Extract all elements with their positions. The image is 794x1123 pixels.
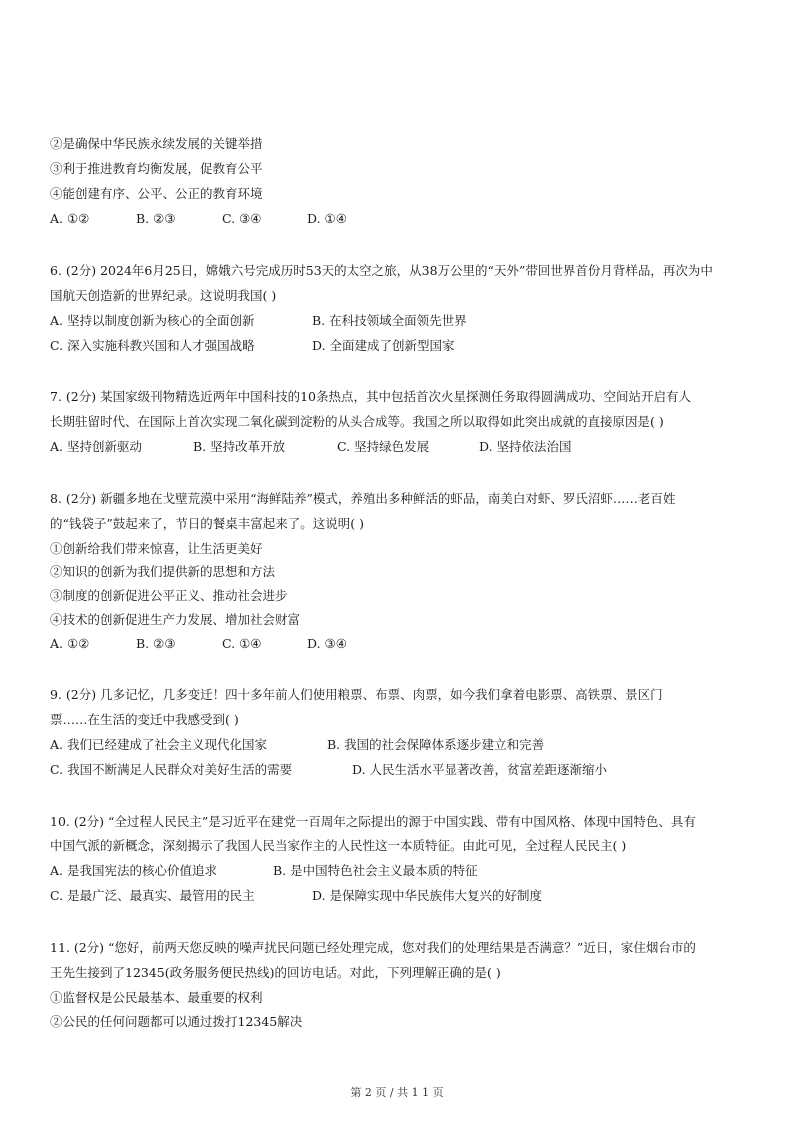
q10-option-a: A. 是我国宪法的核心价值追求 (50, 863, 217, 878)
q11-statement-2: ②公民的任何问题都可以通过拨打12345解决 (50, 1014, 303, 1029)
q5-option-c: C. ③④ (222, 211, 262, 226)
q8-statement-1: ①创新给我们带来惊喜，让生活更美好 (50, 541, 263, 556)
q6-option-c: C. 深入实施科教兴国和人才强国战略 (50, 338, 255, 353)
q8-option-b: B. ②③ (136, 636, 176, 651)
q8-statement-3: ③制度的创新促进公平正义、推动社会进步 (50, 588, 288, 603)
q5-statement-3: ③利于推进教育均衡发展，促教育公平 (50, 161, 263, 176)
q8-statement-2: ②知识的创新为我们提供新的思想和方法 (50, 564, 276, 579)
q7-option-a: A. 坚持创新驱动 (50, 439, 142, 454)
q7-option-d: D. 坚持依法治国 (479, 439, 572, 454)
q5-statement-2: ②是确保中华民族永续发展的关键举措 (50, 136, 263, 151)
q6-stem-line-2: 国航天创造新的世界纪录。这说明我国( ) (50, 288, 277, 303)
q7-option-c: C. 坚持绿色发展 (337, 439, 430, 454)
q5-statement-4: ④能创建有序、公平、公正的教育环境 (50, 186, 263, 201)
q5-option-b: B. ②③ (136, 211, 176, 226)
q9-stem-line-1: 9. (2分) 几多记忆，几多变迁！四十多年前人们使用粮票、布票、肉票，如今我们拿着电影票、高铁票、景区门 (50, 687, 663, 702)
q6-option-d: D. 全面建成了创新型国家 (312, 338, 455, 353)
q5-option-a: A. ①② (50, 211, 90, 226)
q9-option-b: B. 我国的社会保障体系逐步建立和完善 (327, 737, 545, 752)
q7-option-b: B. 坚持改革开放 (193, 439, 286, 454)
q8-stem-line-2: 的“钱袋子”鼓起来了，节日的餐桌丰富起来了。这说明( ) (50, 516, 365, 531)
q11-stem-line-1: 11. (2分) “您好，前两天您反映的噪声扰民问题已经处理完成，您对我们的处理结果是否满意？”近日，家住烟台市的 (50, 940, 696, 955)
q10-option-d: D. 是保障实现中华民族伟大复兴的好制度 (312, 888, 543, 903)
q6-stem-line-1: 6. (2分) 2024年6月25日，嫦娥六号完成历时53天的太空之旅，从38万公里的“天外”带回世界首份月背样品，再次为中 (50, 263, 713, 278)
q7-stem-line-2: 长期驻留时代、在国际上首次实现二氧化碳到淀粉的从头合成等。我国之所以取得如此突出成就的直接原因是( ) (50, 414, 664, 429)
q9-option-a: A. 我们已经建成了社会主义现代化国家 (50, 737, 267, 752)
q8-option-c: C. ①④ (222, 636, 262, 651)
q11-stem-line-2: 王先生接到了12345(政务服务便民热线)的回访电话。对此，下列理解正确的是( ) (50, 965, 501, 980)
q10-option-c: C. 是最广泛、最真实、最管用的民主 (50, 888, 255, 903)
q10-option-b: B. 是中国特色社会主义最本质的特征 (273, 863, 478, 878)
q8-stem-line-1: 8. (2分) 新疆多地在戈壁荒漠中采用“海鲜陆养”模式，养殖出多种鲜活的虾品，南美白对虾、罗氏沼虾……老百姓 (50, 491, 676, 506)
q8-statement-4: ④技术的创新促进生产力发展、增加社会财富 (50, 612, 301, 627)
q10-stem-line-2: 中国气派的新概念，深刻揭示了我国人民当家作主的人民性这一本质特征。由此可见，全过程人民民主( ) (50, 838, 627, 853)
q6-option-a: A. 坚持以制度创新为核心的全面创新 (50, 313, 255, 328)
q8-option-a: A. ①② (50, 636, 90, 651)
q8-option-d: D. ③④ (307, 636, 347, 651)
q6-option-b: B. 在科技领域全面领先世界 (312, 313, 467, 328)
q11-statement-1: ①监督权是公民最基本、最重要的权利 (50, 990, 263, 1005)
q7-stem-line-1: 7. (2分) 某国家级刊物精选近两年中国科技的10条热点，其中包括首次火星探测任务取得圆满成功、空间站开启有人 (50, 389, 691, 404)
q10-stem-line-1: 10. (2分) “全过程人民民主”是习近平在建党一百周年之际提出的源于中国实践、带有中国风格、体现中国特色、具有 (50, 814, 696, 829)
q9-option-d: D. 人民生活水平显著改善，贫富差距逐渐缩小 (352, 762, 608, 777)
page-footer: 第 2 页 / 共 1 1 页 (350, 1086, 444, 1099)
q5-option-d: D. ①④ (307, 211, 347, 226)
q9-stem-line-2: 票……在生活的变迁中我感受到( ) (50, 712, 239, 727)
q9-option-c: C. 我国不断满足人民群众对美好生活的需要 (50, 762, 293, 777)
